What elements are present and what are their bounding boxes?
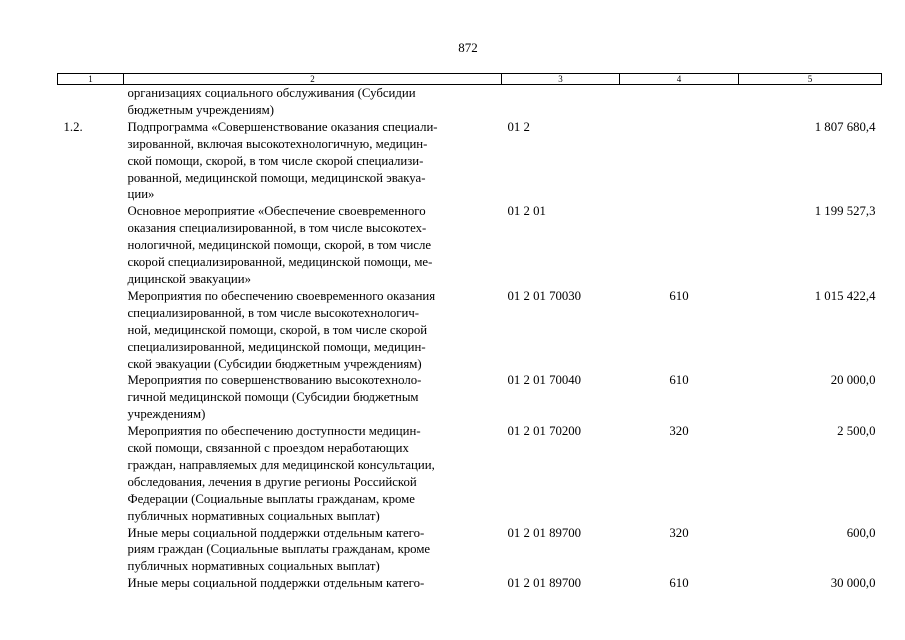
row-number xyxy=(58,203,124,288)
table-body xyxy=(58,85,882,593)
row-name: Иные меры социальной поддержки отдельным катего- риям граждан (Социальные выплаты гражданам, кроме публичных нормативных социальных выплат) xyxy=(127,525,431,574)
row-code xyxy=(502,85,620,119)
row-expense-type xyxy=(620,119,739,204)
row-number xyxy=(58,85,124,119)
row-code: 01 2 01 70200 xyxy=(507,424,582,439)
row-amount: 600,0 xyxy=(846,525,876,540)
table-row xyxy=(58,119,882,204)
table-row xyxy=(58,288,882,373)
row-amount: 1 199 527,3 xyxy=(814,204,876,219)
row-number: 1.2. xyxy=(63,119,83,134)
row-expense-type: 610 xyxy=(669,373,689,388)
table-row xyxy=(58,203,882,288)
row-code: 01 2 01 89700 xyxy=(507,576,582,591)
table-row xyxy=(58,525,882,576)
row-number xyxy=(58,288,124,373)
row-amount xyxy=(739,85,882,119)
row-name: Мероприятия по обеспечению доступности медицин- ской помощи, связанной с проездом неработающих граждан, направляемых для медицинской консультации, обследования, лечения в другие регионы Российской Федерации (Социальные выплаты гражданам, кроме публичных нормативных социальных выплат) xyxy=(127,424,435,523)
row-expense-type: 610 xyxy=(669,576,689,591)
row-expense-type: 320 xyxy=(669,424,689,439)
row-name: Иные меры социальной поддержки отдельным катего- xyxy=(127,576,425,591)
row-number xyxy=(58,575,124,592)
row-code: 01 2 xyxy=(507,119,530,134)
row-name: Подпрограмма «Совершенствование оказания специали- зированной, включая высокотехнологичную, медицин- ской помощи, скорой, в том числе скорой специализи- рованной, медицинской помощи, медицинской эвакуа- ции» xyxy=(127,119,438,202)
row-name: организациях социального обслуживания (Субсидии бюджетным учреждениям) xyxy=(127,86,416,117)
row-amount: 1 807 680,4 xyxy=(814,119,876,134)
row-amount: 1 015 422,4 xyxy=(814,288,876,303)
row-code: 01 2 01 70040 xyxy=(507,373,582,388)
table-header xyxy=(58,74,882,85)
row-name: Мероприятия по совершенствованию высокотехноло- гичной медицинской помощи (Субсидии бюджетным учреждениям) xyxy=(127,373,422,422)
table-row xyxy=(58,575,882,592)
row-code: 01 2 01 70030 xyxy=(507,288,582,303)
header-col-4: 4 xyxy=(620,74,739,85)
table-row xyxy=(58,85,882,119)
row-amount: 20 000,0 xyxy=(830,373,876,388)
row-number xyxy=(58,372,124,423)
row-code: 01 2 01 xyxy=(507,204,546,219)
header-col-5: 5 xyxy=(739,74,882,85)
budget-table xyxy=(57,73,882,592)
row-amount: 2 500,0 xyxy=(837,424,876,439)
table-row xyxy=(58,372,882,423)
row-expense-type: 610 xyxy=(669,288,689,303)
header-col-1: 1 xyxy=(58,74,124,85)
row-expense-type: 320 xyxy=(669,525,689,540)
header-col-2: 2 xyxy=(124,74,502,85)
row-name: Основное мероприятие «Обеспечение своевременного оказания специализированной, в том числе высокотех- нологичной, медицинской помощи, скорой, в том числе скорой специализированной, медицинской помощи, ме- дицинской эвакуации» xyxy=(127,204,433,286)
header-col-3: 3 xyxy=(502,74,620,85)
row-name: Мероприятия по обеспечению своевременного оказания специализированной, в том числе высокотехнологич- ной, медицинской помощи, скорой, в том числе скорой специализированной, медицинской помощи, медицин- ской эвакуации (Субсидии бюджетным учреждениям) xyxy=(127,288,436,371)
page-number: 872 xyxy=(458,40,478,55)
row-expense-type xyxy=(620,85,739,119)
row-code: 01 2 01 89700 xyxy=(507,525,582,540)
row-expense-type xyxy=(620,203,739,288)
header-row xyxy=(58,74,882,85)
row-amount: 30 000,0 xyxy=(830,576,876,591)
row-number xyxy=(58,423,124,524)
table-row xyxy=(58,423,882,524)
row-number xyxy=(58,525,124,576)
